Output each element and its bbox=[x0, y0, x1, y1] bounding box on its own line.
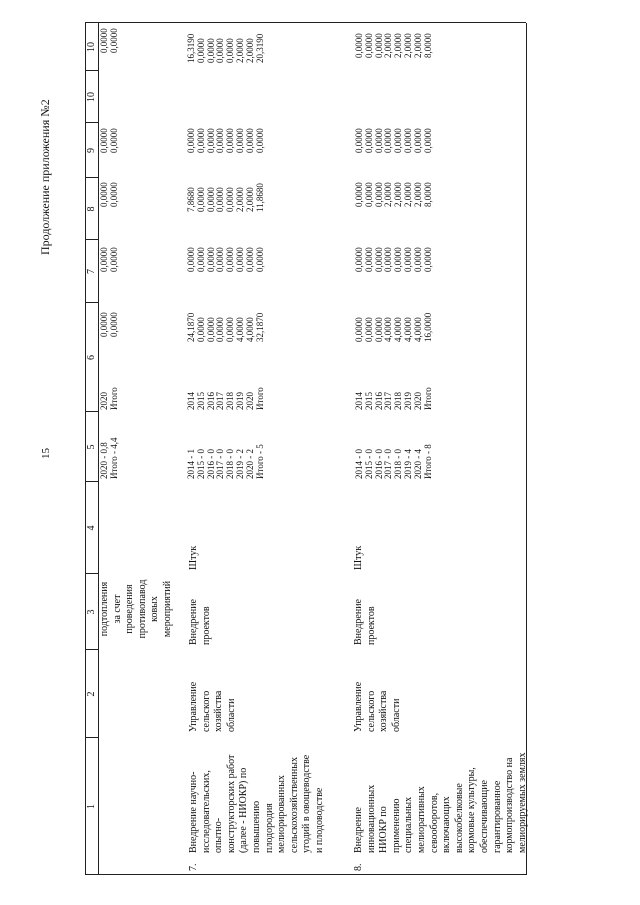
carryover-indicator-line: противопавод bbox=[136, 579, 148, 639]
row-7-years bbox=[187, 387, 265, 410]
row-7-value: 0,0000 bbox=[186, 247, 196, 272]
row-7-year: 2014 bbox=[186, 392, 196, 410]
row-7-value: 0,0000 bbox=[234, 128, 245, 153]
row-7-value: 0,0000 bbox=[195, 187, 206, 212]
row-8-value: 4,0000 bbox=[383, 317, 394, 342]
row-8-target: 2018 - 0 bbox=[393, 449, 404, 479]
row-8-value: 0,0000 bbox=[363, 247, 374, 272]
row-8-year: 2014 bbox=[354, 392, 364, 410]
row-7-col9 bbox=[187, 128, 265, 153]
row-7-year: 2015 bbox=[195, 392, 206, 410]
row-7-executor-line: хозяйства bbox=[213, 690, 225, 732]
carryover-indicator-line: за счет bbox=[111, 594, 123, 624]
row-7-value: 0,0000 bbox=[225, 247, 236, 272]
row-7-year: 2019 bbox=[234, 392, 245, 410]
row-8-name bbox=[353, 753, 529, 854]
row-8-name-line: кормовые культуры, bbox=[466, 767, 478, 853]
row-7-value: 4,0000 bbox=[234, 317, 245, 342]
continuation-note: Продолжение приложения №2 bbox=[38, 99, 52, 255]
row-8-indicator bbox=[353, 599, 378, 645]
row-7-value: 0,0000 bbox=[225, 187, 236, 212]
row-8-value: 0,0000 bbox=[363, 128, 374, 153]
row-8-name-line: Внедрение bbox=[353, 807, 364, 853]
carryover-value: 0,0000 bbox=[99, 28, 109, 53]
carryover-indicator-line: мероприятий bbox=[161, 580, 173, 638]
row-8-number: 8. bbox=[353, 863, 364, 871]
row-7-name-line: угодий в овощеводстве bbox=[301, 754, 313, 853]
row-8-value: 0,0000 bbox=[373, 317, 384, 342]
row-8-target: 2015 - 0 bbox=[363, 449, 374, 479]
row-8-name-line: НИОКР по bbox=[378, 806, 390, 853]
row-8-target: Итого - 8 bbox=[422, 444, 433, 479]
row-7-value: 0,0000 bbox=[215, 128, 226, 153]
row-8-value: 0,0000 bbox=[373, 128, 384, 153]
row-7-value: 2,0000 bbox=[234, 38, 245, 63]
row-7-unit: Штук bbox=[188, 545, 199, 570]
row-8-name-line: гарантированное bbox=[491, 780, 503, 853]
carryover-value: 0,0000 bbox=[99, 128, 109, 153]
row-7-value: 0,0000 bbox=[254, 128, 265, 153]
row-7-year: 2018 bbox=[225, 392, 236, 410]
row-7-value: 0,0000 bbox=[215, 38, 226, 63]
carryover-value: 0,0000 bbox=[99, 247, 109, 272]
header-col-1: 1 bbox=[86, 804, 97, 809]
row-7-targets bbox=[187, 444, 265, 479]
carryover-target: 2020 - 0,8 bbox=[99, 442, 109, 479]
row-8-target: 2014 - 0 bbox=[354, 449, 364, 479]
row-7-value: 0,0000 bbox=[186, 128, 196, 153]
carryover-year: Итого bbox=[108, 387, 119, 410]
row-8-year: 2019 bbox=[402, 392, 413, 410]
row-7-name-line: Внедрение научно- bbox=[188, 771, 199, 853]
row-8-year: 2015 bbox=[363, 392, 374, 410]
carryover-value: 0,0000 bbox=[99, 312, 109, 337]
row-7-value: 0,0000 bbox=[254, 247, 265, 272]
row-7-indicator-line: Внедрение bbox=[188, 599, 199, 645]
row-7-year: Итого bbox=[254, 387, 265, 410]
row-8-value: 2,0000 bbox=[383, 33, 394, 58]
row-8-year: 2016 bbox=[373, 392, 384, 410]
carryover-col7 bbox=[100, 247, 120, 272]
row-7-value: 2,0000 bbox=[244, 38, 255, 63]
row-8-col7 bbox=[355, 247, 433, 272]
row-8-name-line: специальных bbox=[403, 796, 415, 853]
row-8-value: 0,0000 bbox=[363, 317, 374, 342]
row-8-value: 4,0000 bbox=[393, 317, 404, 342]
row-7-year: 2016 bbox=[205, 392, 216, 410]
row-7-value: 0,0000 bbox=[205, 317, 216, 342]
row-8-value: 0,0000 bbox=[383, 128, 394, 153]
row-8-col9 bbox=[355, 128, 433, 153]
row-8-target: 2017 - 0 bbox=[383, 449, 394, 479]
row-7-target: 2015 - 0 bbox=[195, 449, 206, 479]
row-8-value: 0,0000 bbox=[354, 247, 364, 272]
row-7-name-line: сельскохозяйственных bbox=[288, 757, 300, 853]
row-8-value: 4,0000 bbox=[412, 317, 423, 342]
header-col-2: 2 bbox=[86, 691, 97, 697]
row-8-value: 0,0000 bbox=[412, 128, 423, 153]
row-8-value: 0,0000 bbox=[363, 33, 374, 58]
carryover-targets bbox=[100, 437, 120, 479]
row-7-value: 0,0000 bbox=[225, 128, 236, 153]
carryover-indicator-line: ковых bbox=[149, 596, 161, 622]
header-col-4: 4 bbox=[86, 525, 97, 531]
row-8-executor-line: сельского bbox=[365, 690, 377, 732]
row-7-value: 0,0000 bbox=[195, 247, 206, 272]
row-8-value: 16,0000 bbox=[422, 312, 433, 342]
header-col-8: 8 bbox=[86, 206, 97, 212]
row-7-executor bbox=[188, 682, 238, 732]
table-border-bottom bbox=[526, 23, 527, 875]
row-7-name-line: конструкторских работ bbox=[225, 754, 237, 853]
row-7-value: 32,1870 bbox=[254, 312, 265, 342]
row-8-target: 2020 - 4 bbox=[412, 449, 423, 479]
row-8-value: 4,0000 bbox=[402, 317, 413, 342]
row-8-value: 8,0000 bbox=[422, 182, 433, 207]
row-7-executor-line: области bbox=[225, 698, 237, 732]
row-8-unit: Штук bbox=[353, 545, 364, 570]
row-8-target: 2016 - 0 bbox=[373, 449, 384, 479]
row-8-value: 0,0000 bbox=[354, 317, 364, 342]
row-7-value: 0,0000 bbox=[215, 317, 226, 342]
row-7-name-line: повышению bbox=[250, 800, 262, 853]
row-7-target: 2016 - 0 bbox=[205, 449, 216, 479]
row-8-year: 2017 bbox=[383, 392, 394, 410]
header-col-3: 3 bbox=[86, 609, 97, 615]
row-7-col7 bbox=[187, 247, 265, 272]
row-8-targets bbox=[355, 444, 433, 479]
row-8-value: 0,0000 bbox=[393, 128, 404, 153]
row-8-value: 0,0000 bbox=[354, 182, 364, 207]
row-8-value: 0,0000 bbox=[373, 182, 384, 207]
row-8-executor bbox=[353, 682, 403, 732]
row-8-value: 0,0000 bbox=[363, 182, 374, 207]
carryover-year: 2020 bbox=[99, 392, 109, 410]
row-7-name-line: и плодоводстве bbox=[313, 787, 325, 853]
row-8-name-line: применению bbox=[390, 798, 402, 853]
row-7-name-line: мелиорированных bbox=[276, 775, 288, 853]
row-8-year: 2018 bbox=[393, 392, 404, 410]
row-8-col6 bbox=[355, 313, 433, 342]
row-7-name bbox=[188, 755, 327, 853]
page-number: 15 bbox=[40, 448, 52, 459]
row-8-value: 2,0000 bbox=[383, 182, 394, 207]
row-7-value: 4,0000 bbox=[244, 317, 255, 342]
row-8-value: 0,0000 bbox=[402, 128, 413, 153]
row-8-value: 0,0000 bbox=[422, 247, 433, 272]
row-7-indicator-line: проектов bbox=[200, 606, 212, 645]
row-8-name-line: мелиоративных bbox=[415, 786, 427, 853]
row-8-year: Итого bbox=[422, 387, 433, 410]
row-7-year: 2020 bbox=[244, 392, 255, 410]
row-7-name-line: (далее - НИОКР) по bbox=[238, 767, 250, 853]
row-7-value: 0,0000 bbox=[195, 38, 206, 63]
row-7-value: 0,0000 bbox=[244, 247, 255, 272]
row-7-name-line: исследовательских, bbox=[200, 770, 212, 853]
carryover-years bbox=[100, 387, 120, 410]
row-7-col8 bbox=[187, 183, 265, 212]
carryover-value: 0,0000 bbox=[99, 182, 109, 207]
carryover-value: 0,0000 bbox=[108, 247, 119, 272]
row-7-value: 0,0000 bbox=[225, 317, 236, 342]
header-col-10-numbers: 10 bbox=[86, 42, 97, 52]
row-7-value: 0,0000 bbox=[205, 128, 216, 153]
table-border-right bbox=[85, 22, 526, 23]
row-7-value: 2,0000 bbox=[244, 187, 255, 212]
carryover-value: 0,0000 bbox=[108, 128, 119, 153]
table-border-left bbox=[85, 874, 526, 875]
row-7-value: 0,0000 bbox=[215, 247, 226, 272]
header-col-9: 9 bbox=[86, 148, 97, 153]
row-7-col10 bbox=[187, 34, 265, 63]
row-8-name-line: обеспечивающие bbox=[478, 780, 490, 853]
row-8-name-line: севооборотов, bbox=[428, 792, 440, 853]
row-7-name-line: плодородия bbox=[263, 803, 275, 853]
row-7-year: 2017 bbox=[215, 392, 226, 410]
row-8-value: 0,0000 bbox=[422, 128, 433, 153]
row-8-col8 bbox=[355, 182, 433, 207]
row-8-value: 8,0000 bbox=[422, 33, 433, 58]
header-col-10: 10 bbox=[86, 92, 97, 102]
row-7-executor-line: Управление bbox=[188, 681, 199, 732]
carryover-target: Итого - 4,4 bbox=[108, 437, 119, 479]
row-7-target: 2017 - 0 bbox=[215, 449, 226, 479]
row-7-value: 0,0000 bbox=[205, 247, 216, 272]
row-7-indicator bbox=[188, 599, 213, 645]
row-7-number: 7. bbox=[188, 863, 199, 871]
row-8-target: 2019 - 4 bbox=[402, 449, 413, 479]
carryover-indicator-line: подтопления bbox=[99, 581, 110, 637]
row-7-value: 24,1870 bbox=[186, 312, 196, 342]
row-7-target: 2019 - 2 bbox=[234, 449, 245, 479]
row-7-executor-line: сельского bbox=[200, 690, 212, 732]
row-8-name-line: инновационных bbox=[365, 784, 377, 853]
header-col-6: 6 bbox=[86, 355, 97, 360]
row-7-value: 0,0000 bbox=[234, 247, 245, 272]
row-8-executor-line: хозяйства bbox=[378, 690, 390, 732]
carryover-indicator-line: проведения bbox=[124, 584, 136, 634]
row-7-target: Итого - 5 bbox=[254, 444, 265, 479]
row-8-value: 2,0000 bbox=[412, 182, 423, 207]
row-7-value: 0,0000 bbox=[205, 38, 216, 63]
row-8-value: 0,0000 bbox=[412, 247, 423, 272]
row-8-value: 0,0000 bbox=[373, 247, 384, 272]
row-8-name-line: включающих bbox=[441, 796, 453, 853]
row-8-value: 2,0000 bbox=[393, 182, 404, 207]
row-7-target: 2018 - 0 bbox=[225, 449, 236, 479]
row-8-indicator-line: Внедрение bbox=[353, 599, 364, 645]
carryover-col9 bbox=[100, 128, 120, 153]
row-7-value: 0,0000 bbox=[225, 38, 236, 63]
row-8-name-line: мелиорируемых землях bbox=[516, 752, 528, 853]
row-8-name-line: высокобелковые bbox=[453, 783, 465, 853]
row-7-value: 0,0000 bbox=[244, 128, 255, 153]
row-8-value: 0,0000 bbox=[354, 128, 364, 153]
row-8-value: 2,0000 bbox=[402, 182, 413, 207]
carryover-col8 bbox=[100, 182, 120, 207]
row-8-value: 2,0000 bbox=[393, 33, 404, 58]
carryover-col10 bbox=[100, 28, 120, 53]
header-col-5: 5 bbox=[86, 444, 97, 450]
row-7-value: 2,0000 bbox=[234, 187, 245, 212]
row-7-value: 0,0000 bbox=[205, 187, 216, 212]
row-8-value: 2,0000 bbox=[402, 33, 413, 58]
carryover-value: 0,0000 bbox=[108, 28, 119, 53]
row-7-value: 11,8680 bbox=[254, 183, 265, 212]
data-table bbox=[85, 23, 526, 875]
row-7-value: 16,3190 bbox=[186, 33, 196, 63]
row-7-value: 0,0000 bbox=[215, 187, 226, 212]
row-7-value: 0,0000 bbox=[195, 128, 206, 153]
row-8-value: 0,0000 bbox=[373, 33, 384, 58]
carryover-indicator bbox=[99, 573, 175, 645]
row-7-col6 bbox=[187, 313, 265, 342]
header-col-7: 7 bbox=[86, 269, 97, 274]
row-8-col10 bbox=[355, 33, 433, 58]
row-8-year: 2020 bbox=[412, 392, 423, 410]
row-7-name-line: опытно- bbox=[213, 817, 225, 853]
row-8-executor-line: Управление bbox=[353, 681, 364, 732]
row-8-indicator-line: проектов bbox=[365, 606, 377, 645]
row-8-value: 0,0000 bbox=[393, 247, 404, 272]
row-8-value: 0,0000 bbox=[354, 33, 364, 58]
carryover-value: 0,0000 bbox=[108, 312, 119, 337]
row-8-years bbox=[355, 387, 433, 410]
row-7-target: 2020 - 2 bbox=[244, 449, 255, 479]
carryover-col6 bbox=[100, 312, 120, 337]
row-8-executor-line: области bbox=[390, 698, 402, 732]
row-8-value: 2,0000 bbox=[412, 33, 423, 58]
row-8-value: 0,0000 bbox=[402, 247, 413, 272]
row-8-name-line: кормопроизводство на bbox=[504, 757, 516, 853]
row-7-target: 2014 - 1 bbox=[186, 449, 196, 479]
row-7-value: 20,3190 bbox=[254, 33, 265, 63]
row-8-value: 0,0000 bbox=[383, 247, 394, 272]
carryover-value: 0,0000 bbox=[108, 182, 119, 207]
row-7-value: 0,0000 bbox=[195, 317, 206, 342]
row-7-value: 7,8680 bbox=[186, 187, 196, 212]
